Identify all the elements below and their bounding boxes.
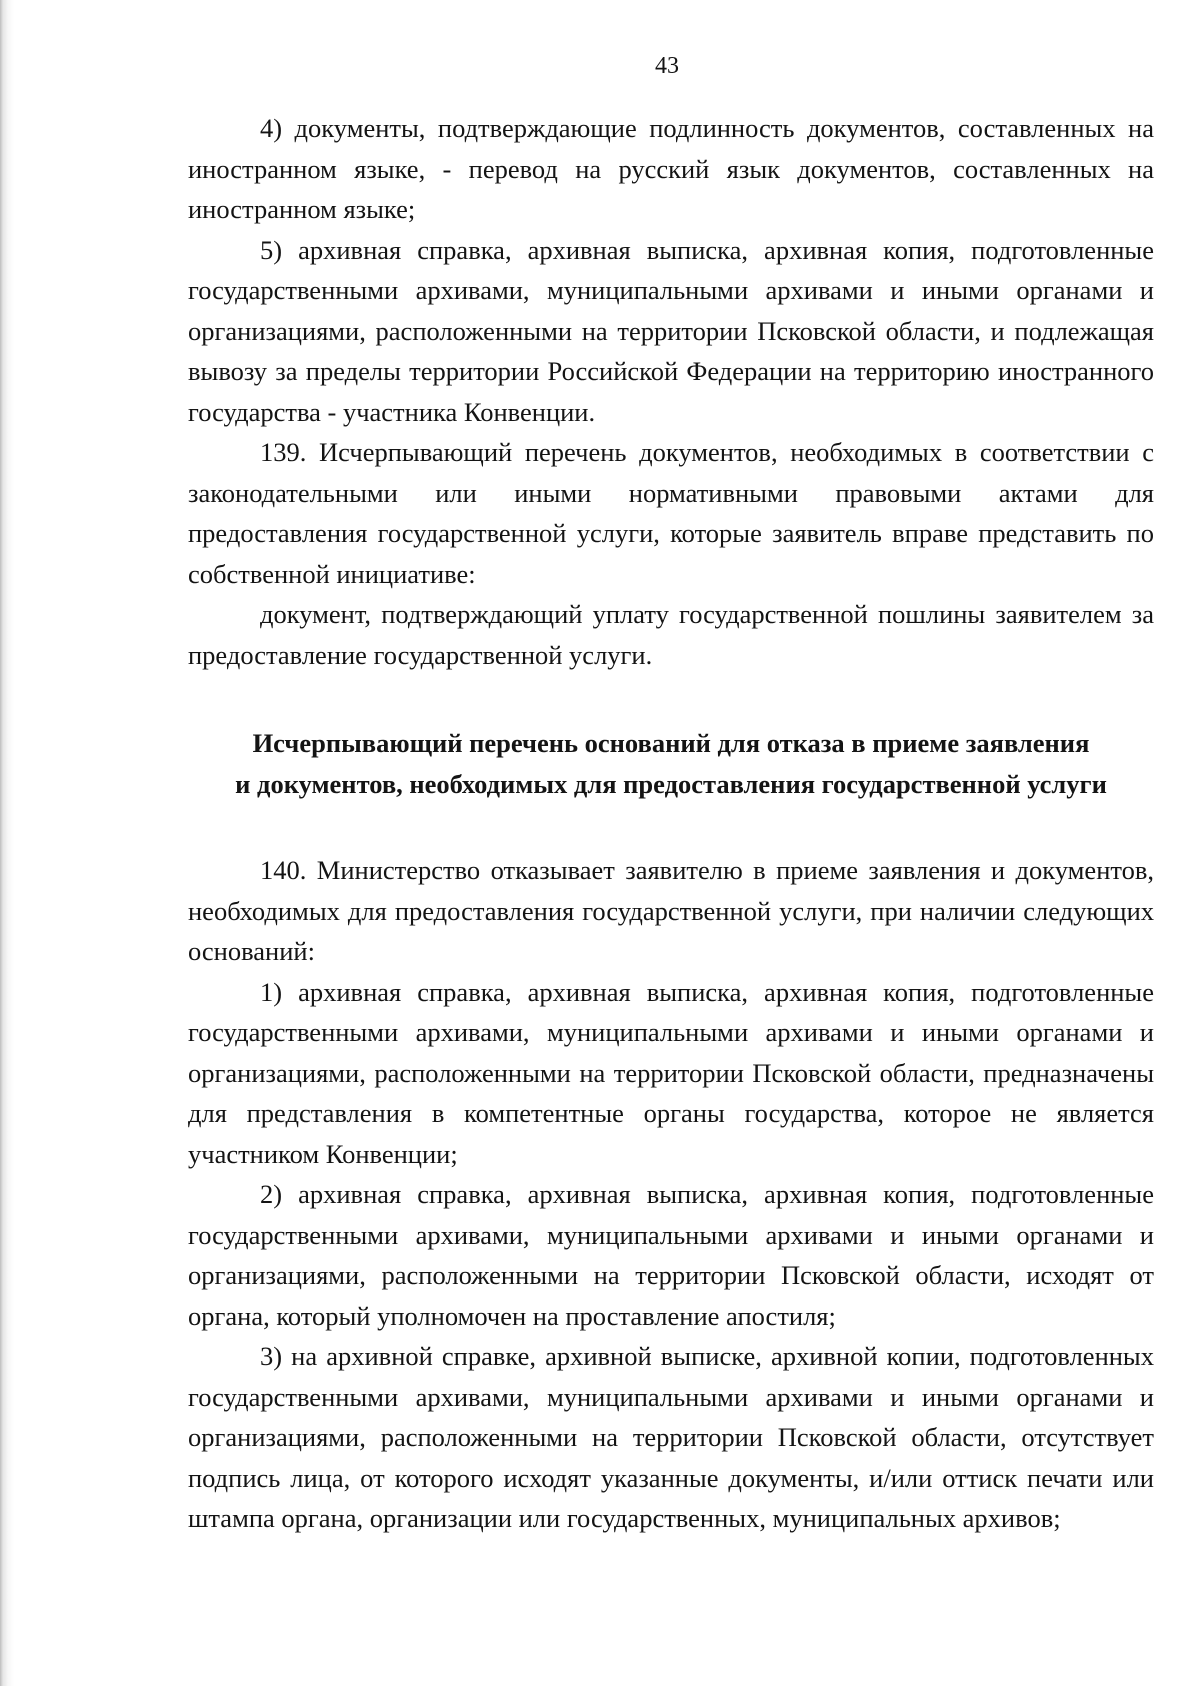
paragraph-ground-2: 2) архивная справка, архивная выписка, архивная копия, подготовленные государственными архивами, муниципальными архивами и иными органами и организациями, расположенными на территории Псковской области, исходят от органа, который уполномочен на проставление апостиля; <box>188 1179 1154 1331</box>
section-heading-line-2: и документов, необходимых для предоставления государственной услуги <box>235 768 1107 799</box>
paragraph-state-fee-document: документ, подтверждающий уплату государственной пошлины заявителем за предоставление государственной услуги. <box>188 599 1154 670</box>
section-heading-line-1: Исчерпывающий перечень оснований для отказа в приеме заявления <box>252 728 1090 758</box>
paragraph-ground-1: 1) архивная справка, архивная выписка, архивная копия, подготовленные государственными архивами, муниципальными архивами и иными органами и организациями, расположенными на территории Псковской области, предназначены для представления в компетентные органы государства, которое не является участником Конвенции; <box>188 976 1154 1169</box>
document-body <box>188 108 1154 1539</box>
paragraph-139: 139. Исчерпывающий перечень документов, необходимых в соответствии с законодательными или иными нормативными правовыми актами для предоставления государственной услуги, которые заявитель вправе представить по собственной инициативе: <box>188 437 1154 589</box>
section-heading <box>188 723 1154 804</box>
page-number: 43 <box>655 53 679 79</box>
scan-edge-shadow <box>0 0 14 1686</box>
paragraph-item-4: 4) документы, подтверждающие подлинность документов, составленных на иностранном языке, - перевод на русский язык документов, составленных на иностранном языке; <box>188 113 1154 224</box>
paragraph-ground-3: 3) на архивной справке, архивной выписке, архивной копии, подготовленных государственными архивами, муниципальными архивами и иными органами и организациями, расположенными на территории Псковской области, отсутствует подпись лица, от которого исходят указанные документы, и/или оттиск печати или штампа органа, организации или государственных, муниципальных архивов; <box>188 1341 1154 1533</box>
paragraph-140: 140. Министерство отказывает заявителю в приеме заявления и документов, необходимых для предоставления государственной услуги, при наличии следующих оснований: <box>188 855 1154 966</box>
paragraph-item-5: 5) архивная справка, архивная выписка, архивная копия, подготовленные государственными архивами, муниципальными архивами и иными органами и организациями, расположенными на территории Псковской области, и подлежащая вывозу за пределы территории Российской Федерации на территорию иностранного государства - участника Конвенции. <box>188 234 1154 427</box>
